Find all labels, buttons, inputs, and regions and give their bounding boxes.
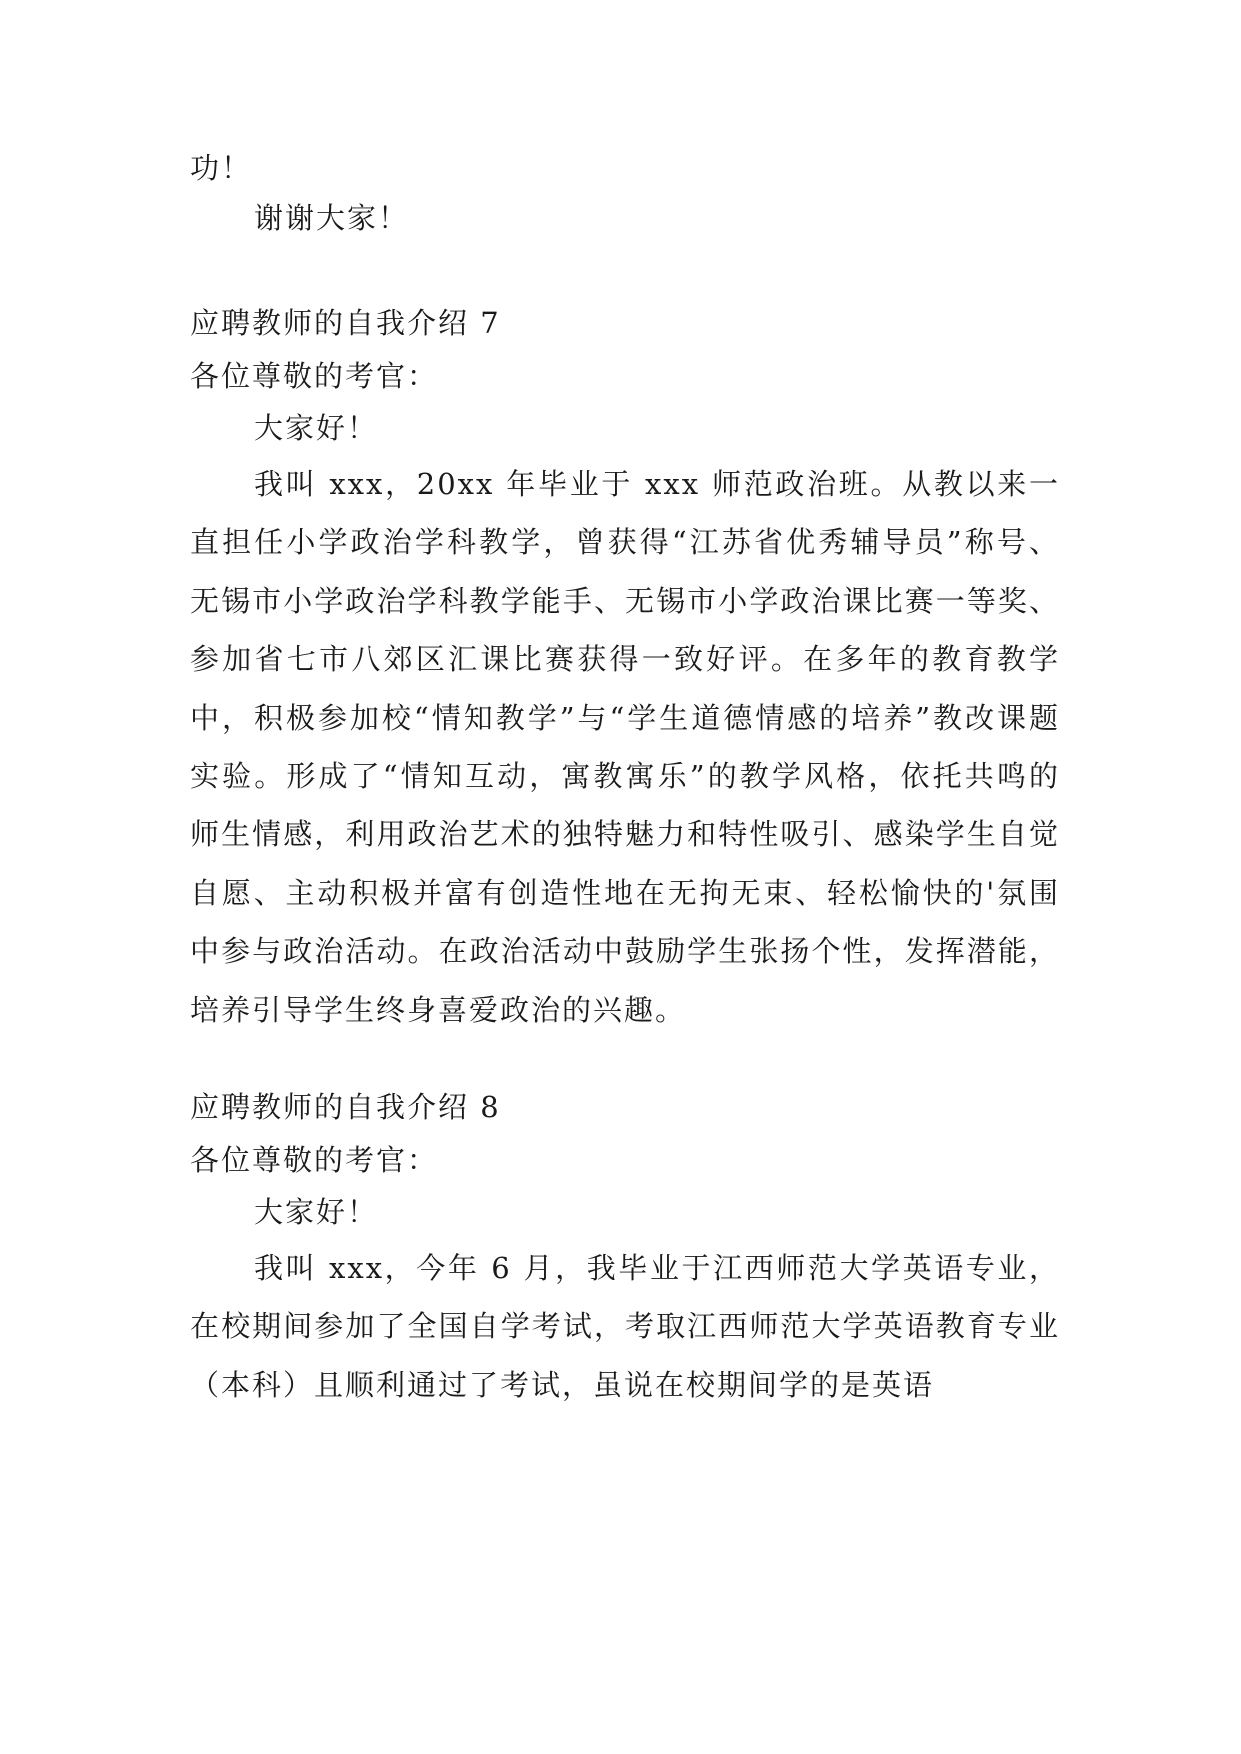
closing-thanks: 谢谢大家！: [254, 201, 410, 235]
section-8-salutation: 各位尊敬的考官：: [190, 1143, 439, 1177]
section-7-body: 我叫 xxx，20xx 年毕业于 xxx 师范政治班。从教以来一直担任小学政治学科教学，曾获得“江苏省优秀辅导员”称号、无锡市小学政治学科教学能手、无锡市小学政治课比赛一等奖、参加省七市八郊区汇课比赛获得一致好评。在多年的教育教学中，积极参加校“情知教学”与“学生道德情感的培养”教改课题实验。形成了“情知互动，寓教寓乐”的教学风格，依托共鸣的师生情感，利用政治艺术的独特魅力和特性吸引、感染学生自觉自愿、主动积极并富有创造性地在无拘无束、轻松愉快的'氛围中参与政治活动。在政治活动中鼓励学生张扬个性，发挥潜能，培养引导学生终身喜爱政治的兴趣。: [190, 467, 1060, 1027]
section-8-title: 应聘教师的自我介绍 8: [190, 1090, 501, 1124]
top-fragment: 功！: [190, 151, 253, 185]
section-7-salutation: 各位尊敬的考官：: [190, 359, 439, 393]
section-7-greeting: 大家好！: [254, 411, 379, 445]
section-7-title: 应聘教师的自我介绍 7: [190, 306, 501, 340]
section-8-greeting: 大家好！: [254, 1195, 379, 1229]
section-8-body: 我叫 xxx，今年 6 月，我毕业于江西师范大学英语专业，在校期间参加了全国自学考试，考取江西师范大学英语教育专业（本科）且顺利通过了考试，虽说在校期间学的是英语: [190, 1251, 1060, 1402]
document-page: [190, 0, 1060, 1754]
